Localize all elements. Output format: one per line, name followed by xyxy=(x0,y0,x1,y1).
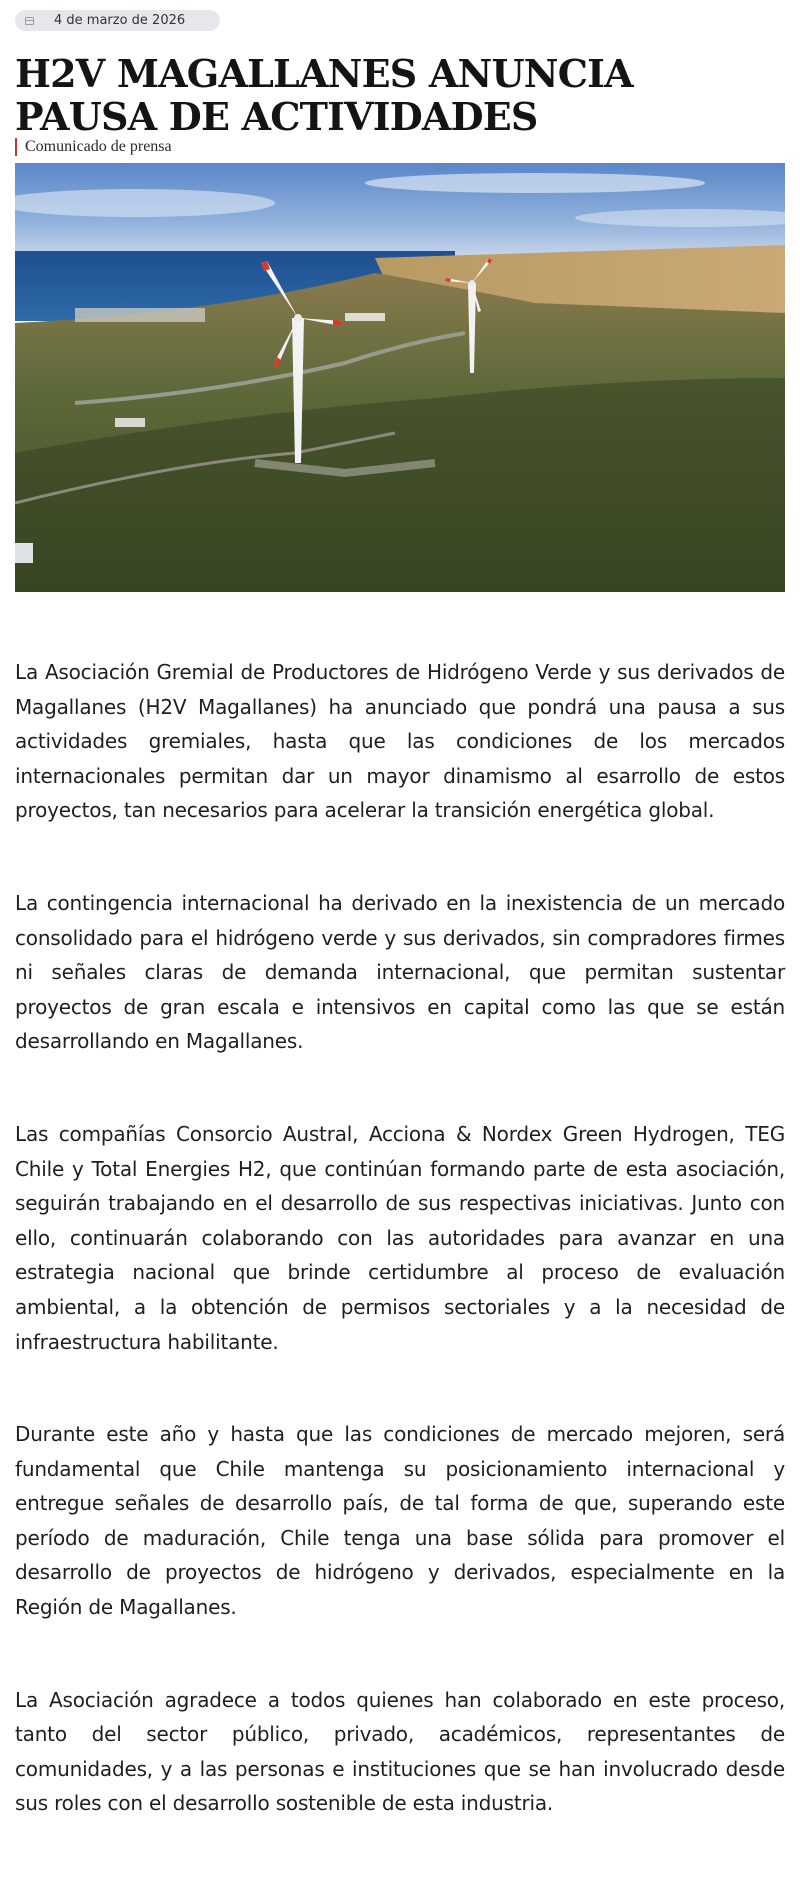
article-paragraph: Las compañías Consorcio Austral, Acciona & Nordex Green Hydrogen, TEG Chile y Total Energies H2, que continúan formando parte de esta asociación, seguirán trabajando en el desarrollo de sus respectivas iniciativas. Junto con ello, continuarán colaborando con las autoridades para avanzar en una estrategia nacional que brinde certidumbre al proceso de evaluación ambiental, a la obtención de permisos sectoriales y a la necesidad de infraestructura habilitante. xyxy=(15,1121,785,1354)
calendar-icon xyxy=(25,17,34,25)
article-category: Comunicado de prensa xyxy=(15,138,172,156)
article-body xyxy=(15,655,785,1879)
article-paragraph: Durante este año y hasta que las condiciones de mercado mejoren, será fundamental que Chile mantenga su posicionamiento internacional y entregue señales de desarrollo país, de tal forma de que, superando este período de maduración, Chile tenga una base sólida para promover el desarrollo de proyectos de hidrógeno y derivados, especialmente en la Región de Magallanes. xyxy=(15,1422,785,1620)
article-paragraph: La Asociación Gremial de Productores de Hidrógeno Verde y sus derivados de Magallanes (H2V Magallanes) ha anunciado que pondrá una pausa a sus actividades gremiales, hasta que las condiciones de los mercados internacionales permitan dar un mayor dinamismo al esarrollo de estos proyectos, tan necesarios para acelerar la transición energética global. xyxy=(15,660,785,823)
date-badge xyxy=(15,10,220,31)
hero-image xyxy=(15,163,785,592)
article-title: H2V MAGALLANES ANUNCIA PAUSA DE ACTIVIDADES xyxy=(15,51,633,139)
article-paragraph: La contingencia internacional ha derivado en la inexistencia de un mercado consolidado para el hidrógeno verde y sus derivados, sin compradores firmes ni señales claras de demanda internacional, que permitan sustentar proyectos de gran escala e intensivos en capital como las que se están desarrollando en Magallanes. xyxy=(15,890,785,1054)
article-paragraph: La Asociación agradece a todos quienes han colaborado en este proceso, tanto del sector público, privado, académicos, representantes de comunidades, y a las personas e instituciones que se han involucrado desde sus roles con el desarrollo sostenible de esta industria. xyxy=(15,1687,785,1816)
article-date: 4 de marzo de 2026 xyxy=(54,13,186,28)
